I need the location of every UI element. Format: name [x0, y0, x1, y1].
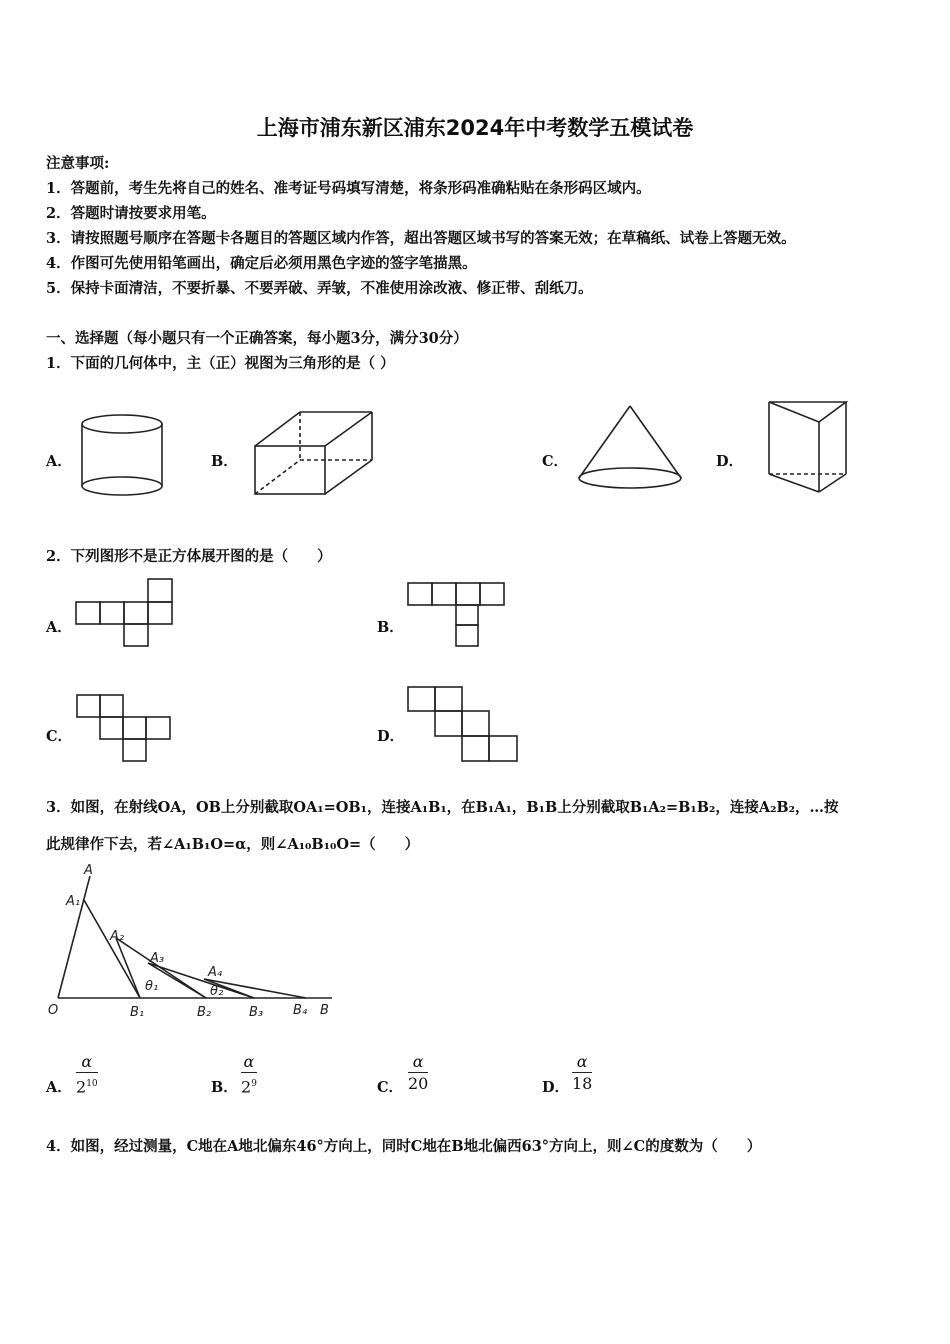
- label-b: B: [320, 1003, 329, 1018]
- label-b2: B₂: [197, 1005, 212, 1020]
- q3-option-d-fraction: [572, 1052, 592, 1095]
- cone-figure: [576, 402, 686, 494]
- q1-option-d-label: D．: [716, 453, 744, 470]
- q3-option-d-label: D．: [542, 1079, 570, 1096]
- label-a2: A₂: [110, 929, 125, 944]
- notice-item-3: 3．请按照题号顺序在答题卡各题目的答题区域内作答，超出答题区域书写的答案无效；在草稿纸、试卷上答题无效。: [46, 230, 796, 247]
- q3-option-c-denominator: 20: [408, 1074, 429, 1093]
- label-b4: B₄: [293, 1003, 308, 1018]
- q3-option-b-denominator: $2^9$: [241, 1077, 257, 1097]
- q1-option-a-label: A．: [46, 453, 72, 470]
- label-a3: A₃: [150, 951, 165, 966]
- label-a4: A₄: [208, 965, 223, 980]
- q2-option-d-label: D．: [377, 728, 405, 745]
- angle-sequence-figure: [44, 862, 344, 1024]
- label-theta2: θ₂: [210, 984, 224, 999]
- q1-option-b-label: B．: [211, 453, 238, 470]
- q1-option-c-label: C．: [542, 453, 569, 470]
- q3-stem-line1: 3．如图，在射线OA，OB上分别截取OA₁=OB₁，连接A₁B₁，在B₁A₁，B₁B上分别截取B₁A₂=B₁B₂，连接A₂B₂，…按: [46, 799, 839, 816]
- q2-option-a-label: A．: [46, 619, 72, 636]
- q2-option-c-label: C．: [46, 728, 73, 745]
- label-b1: B₁: [130, 1005, 145, 1020]
- section-heading: 一、选择题（每小题只有一个正确答案，每小题3分，满分30分）: [46, 330, 468, 347]
- q2-option-b-label: B．: [377, 619, 404, 636]
- cube-net-d: [405, 684, 523, 766]
- q3-option-a-fraction: [76, 1052, 98, 1098]
- cube-net-c: [74, 692, 176, 764]
- triangular-prism-figure: [764, 398, 854, 496]
- notice-heading: 注意事项:: [46, 155, 110, 172]
- label-a1: A₁: [66, 894, 81, 909]
- q3-option-a-denominator: $2^{10}$: [76, 1077, 98, 1097]
- label-o: O: [48, 1003, 59, 1018]
- q2-stem: 2．下列图形不是正方体展开图的是（ ）: [46, 548, 332, 565]
- cube-net-b: [405, 580, 509, 650]
- q3-stem-line2: 此规律作下去，若∠A₁B₁O=α，则∠A₁₀B₁₀O=（ ）: [46, 836, 420, 853]
- q3-option-c-numerator: α: [408, 1052, 428, 1073]
- q3-option-a-numerator: α: [76, 1052, 98, 1073]
- q3-option-b-numerator: α: [241, 1052, 257, 1073]
- label-a: A: [84, 863, 93, 878]
- cuboid-figure: [250, 408, 380, 500]
- notice-item-4: 4．作图可先使用铅笔画出，确定后必须用黑色字迹的签字笔描黑。: [46, 255, 477, 272]
- notice-item-2: 2．答题时请按要求用笔。: [46, 205, 216, 222]
- q4-stem: 4．如图，经过测量，C地在A地北偏东46°方向上，同时C地在B地北偏西63°方向上，则∠C的度数为（ ）: [46, 1138, 762, 1155]
- cube-net-a: [74, 576, 176, 650]
- label-b3: B₃: [249, 1005, 264, 1020]
- q3-option-b-fraction: [241, 1052, 257, 1098]
- q3-option-d-denominator: 18: [572, 1074, 593, 1093]
- q3-option-b-label: B．: [211, 1079, 238, 1096]
- cylinder-figure: [78, 412, 168, 502]
- notice-item-1: 1．答题前，考生先将自己的姓名、准考证号码填写清楚，将条形码准确粘贴在条形码区域内。: [46, 180, 651, 197]
- notice-item-5: 5．保持卡面清洁，不要折暴、不要弄破、弄皱，不准使用涂改液、修正带、刮纸刀。: [46, 280, 593, 297]
- page-title: 上海市浦东新区浦东2024年中考数学五模试卷: [256, 116, 694, 140]
- q3-option-c-label: C．: [377, 1079, 404, 1096]
- label-theta1: θ₁: [145, 979, 159, 994]
- q1-stem: 1．下面的几何体中，主（正）视图为三角形的是（ ）: [46, 355, 395, 372]
- q3-option-a-label: A．: [46, 1079, 72, 1096]
- q3-option-c-fraction: [408, 1052, 428, 1095]
- q3-option-d-numerator: α: [572, 1052, 592, 1073]
